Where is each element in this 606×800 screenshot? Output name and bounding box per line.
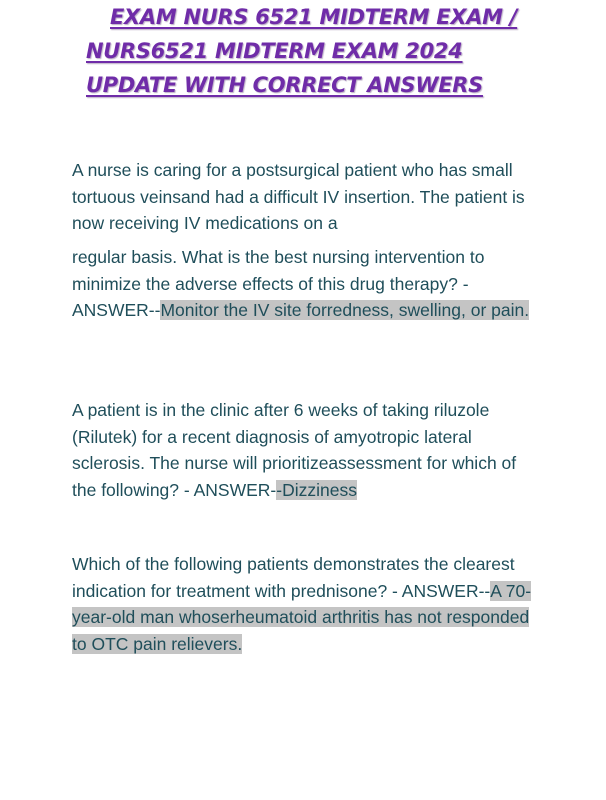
question-1-intro: A nurse is caring for a postsurgical patient who has small tortuous veinsand had a difficult IV insertion. The patient is now receiving IV medications on a bbox=[72, 160, 525, 233]
question-1 bbox=[72, 244, 542, 324]
question-3 bbox=[72, 551, 542, 657]
title-line-2: NURS6521 MIDTERM EXAM 2024 bbox=[86, 39, 463, 63]
question-2-text: A patient is in the clinic after 6 weeks of taking riluzole (Rilutek) for a recent diagnosis of amyotropic lateral sclerosis. The nurse will prioritizeassessment for which of the following? - ANSWER- bbox=[72, 400, 517, 500]
question-2 bbox=[72, 397, 542, 503]
question-1-answer: Monitor the IV site forredness, swelling, or pain. bbox=[160, 300, 530, 320]
question-3-text: Which of the following patients demonstrates the clearest indication for treatment with prednisone? - ANSWER-- bbox=[72, 554, 515, 601]
question-1-text: regular basis. What is the best nursing intervention to minimize the adverse effects of this drug therapy? - ANSWER-- bbox=[72, 247, 485, 320]
question-2-answer: -Dizziness bbox=[276, 479, 357, 500]
title-line-3: UPDATE WITH CORRECT ANSWERS bbox=[86, 73, 483, 97]
question-3-answer: A 70-year-old man whoserheumatoid arthritis has not responded to OTC pain relievers. bbox=[72, 580, 532, 654]
title-line-1: EXAM NURS 6521 MIDTERM EXAM / bbox=[110, 5, 518, 29]
